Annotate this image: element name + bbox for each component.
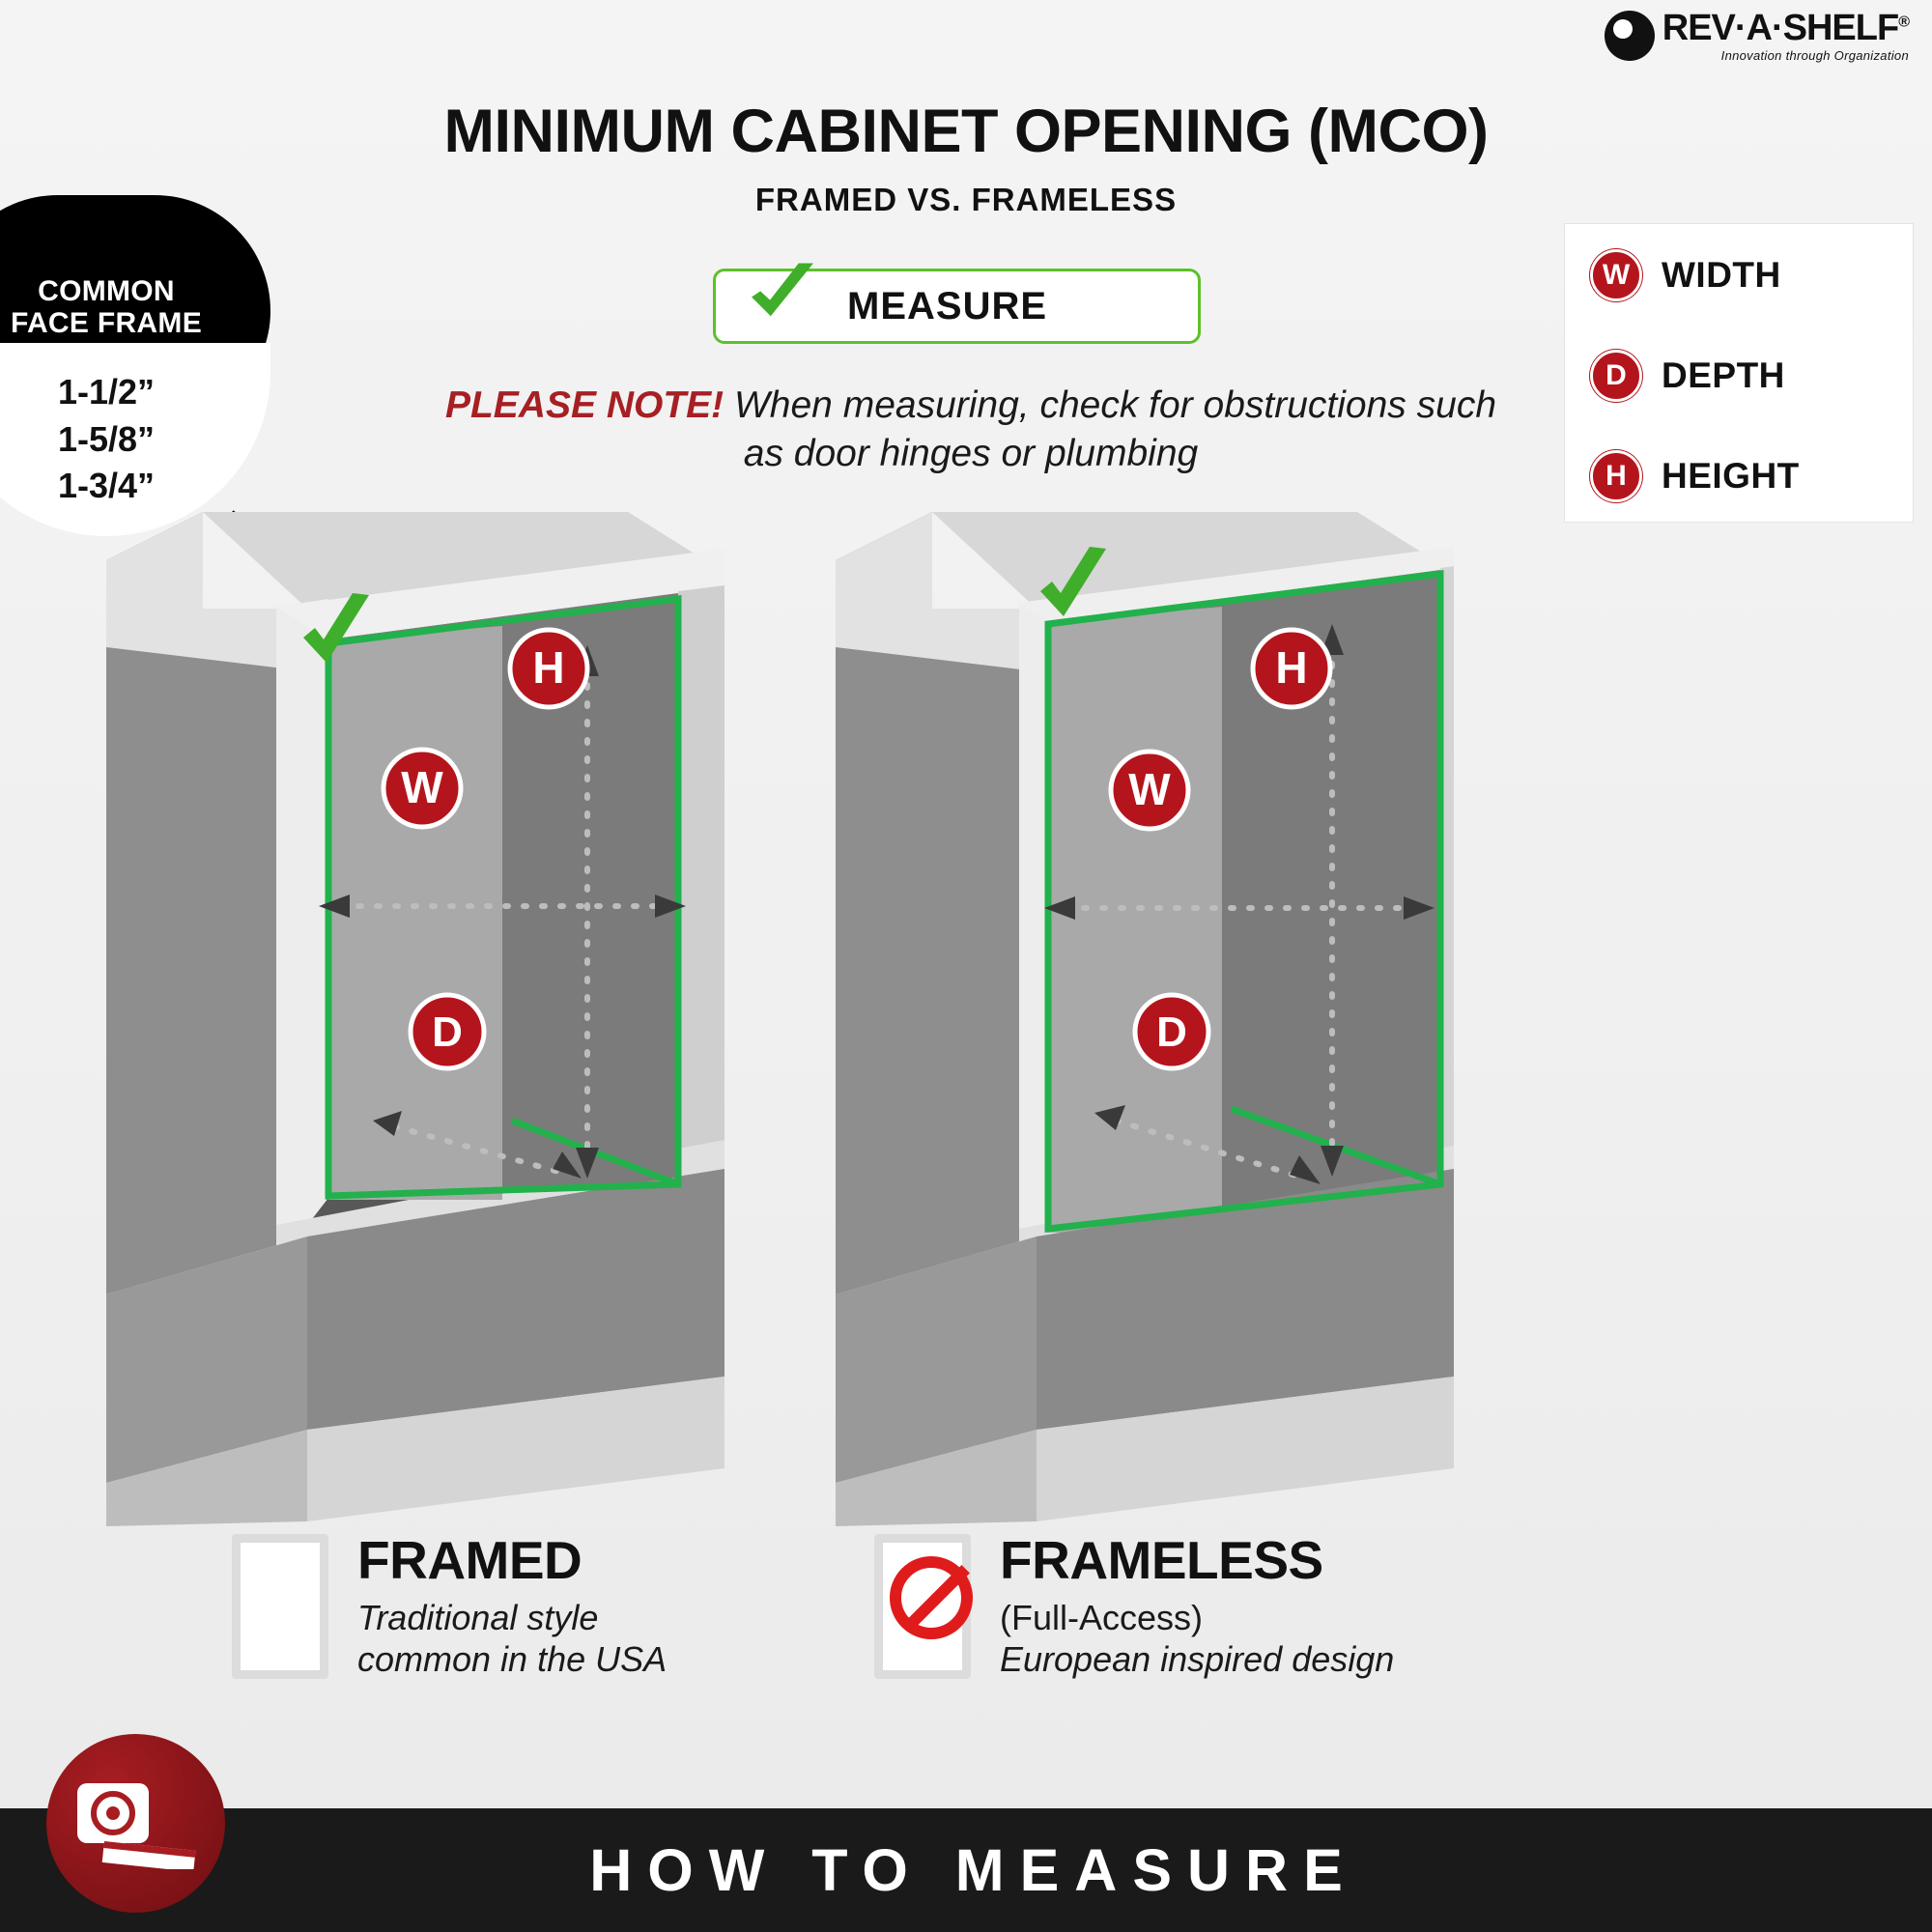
frameless-cabinet-diagram (816, 502, 1531, 1526)
brand-logo-text (1662, 10, 1909, 62)
legend-label-width: WIDTH (1662, 255, 1781, 295)
frameless-desc-line1: (Full-Access) (1000, 1598, 1204, 1637)
legend-item-width (1590, 249, 1893, 301)
framed-summary (232, 1530, 668, 1680)
height-badge-left: H (532, 642, 565, 693)
frameless-summary (874, 1530, 1395, 1680)
frameless-description (1000, 1597, 1394, 1680)
dimension-legend (1565, 224, 1913, 522)
height-badge-icon: H (1590, 450, 1642, 502)
tape-measure-badge (46, 1734, 225, 1913)
framed-cabinet-icon (232, 1534, 328, 1679)
page-subtitle: FRAMED VS. FRAMELESS (754, 182, 1178, 217)
footer-bar (0, 1808, 1932, 1932)
face-frame-heading-line2: FACE FRAME (11, 307, 202, 340)
measure-pill (713, 269, 1201, 344)
frameless-cabinet-icon (874, 1534, 971, 1679)
face-frame-width-2: 1-3/4” (57, 466, 156, 506)
framed-cabinet-diagram (87, 502, 802, 1526)
brand-registered-mark: ® (1898, 14, 1909, 31)
depth-badge-icon: D (1590, 350, 1642, 402)
width-badge-right: W (1128, 764, 1171, 814)
width-badge-left: W (401, 762, 443, 812)
note-text: When measuring, check for obstructions such as door hinges or plumbing (724, 384, 1497, 474)
framed-desc-line1: Traditional style (357, 1598, 599, 1637)
face-frame-heading-line1: COMMON (38, 274, 175, 307)
tape-measure-icon (75, 1777, 196, 1869)
brand-logo (1605, 10, 1909, 62)
framed-desc-line2: common in the USA (357, 1639, 668, 1680)
framed-title: FRAMED (357, 1530, 582, 1590)
brand-name: REV·A·SHELF® (1662, 8, 1909, 48)
face-frame-width-0: 1-1/2” (57, 372, 156, 412)
depth-badge-left: D (432, 1009, 463, 1056)
rev-a-shelf-logo-icon (1605, 11, 1655, 61)
framed-description (357, 1597, 667, 1680)
frameless-title: FRAMELESS (1000, 1530, 1323, 1590)
frameless-no-entry-icon (890, 1556, 973, 1639)
legend-label-height: HEIGHT (1662, 456, 1800, 496)
frameless-desc-line2: European inspired design (1000, 1639, 1395, 1680)
footer-title: HOW TO MEASURE (589, 1837, 1358, 1903)
legend-item-depth (1590, 350, 1893, 402)
depth-badge-right: D (1156, 1009, 1187, 1056)
legend-label-depth: DEPTH (1662, 355, 1785, 395)
brand-tagline: Innovation through Organization (1720, 48, 1909, 63)
measure-label: MEASURE (847, 284, 1048, 327)
legend-item-height (1590, 450, 1893, 502)
measure-note (425, 382, 1517, 478)
page-title: MINIMUM CABINET OPENING (MCO) (443, 98, 1489, 165)
height-badge-right: H (1275, 642, 1308, 693)
width-badge-icon: W (1590, 249, 1642, 301)
green-check-icon (745, 262, 820, 329)
face-frame-width-1: 1-5/8” (57, 418, 156, 459)
note-emphasis: PLEASE NOTE! (444, 384, 724, 426)
